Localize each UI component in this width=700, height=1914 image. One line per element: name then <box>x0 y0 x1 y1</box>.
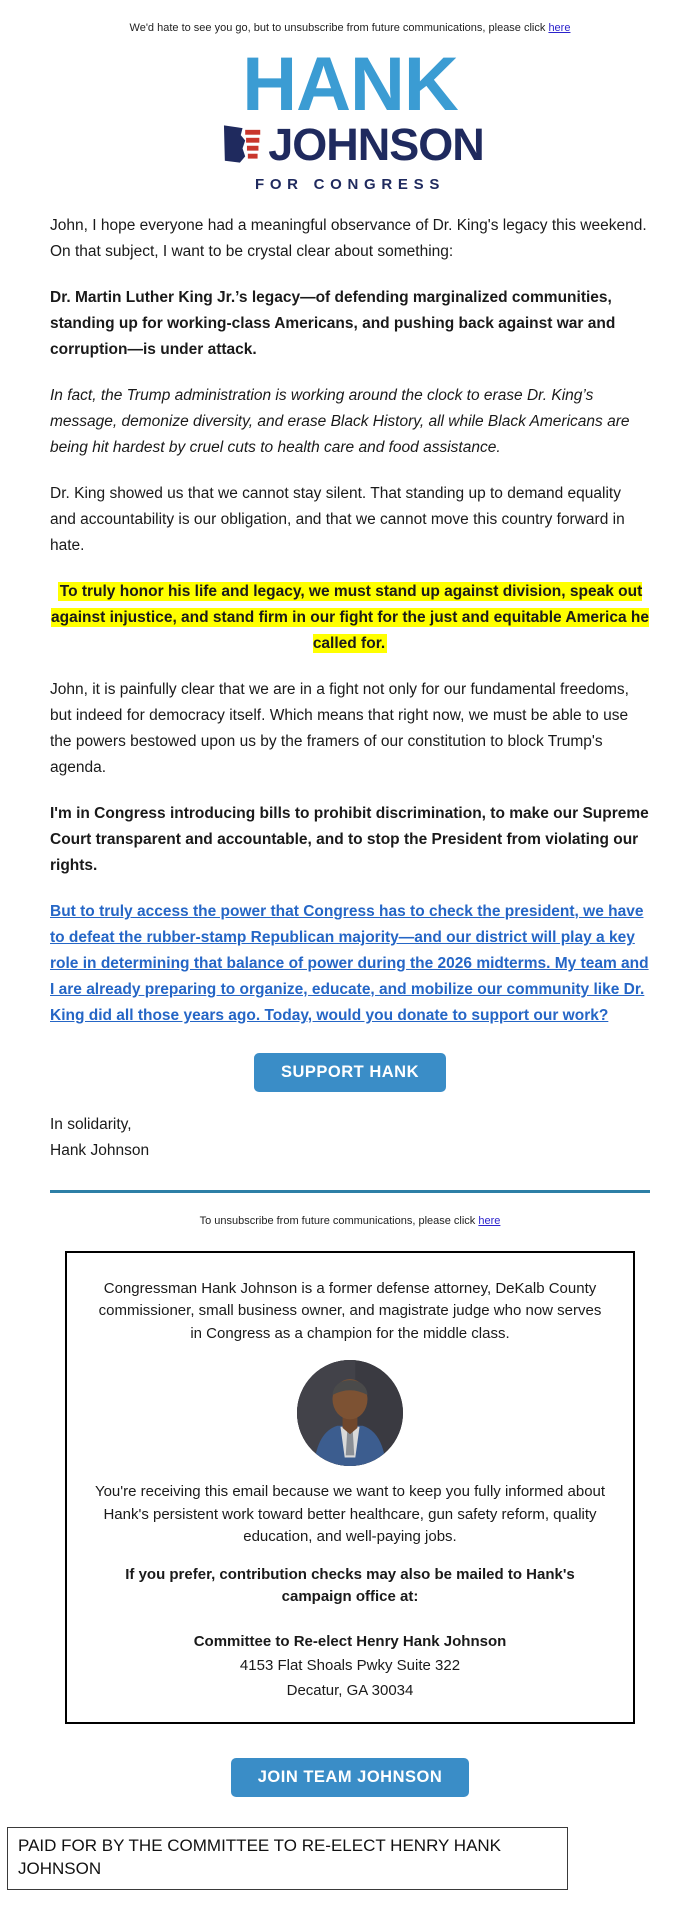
top-unsubscribe <box>0 22 700 34</box>
paid-for-disclaimer: PAID FOR BY THE COMMITTEE TO RE-ELECT HENRY HANK JOHNSON <box>7 1827 568 1890</box>
campaign-logo <box>0 42 700 193</box>
join-button-row <box>50 1758 650 1797</box>
top-unsubscribe-text: We'd hate to see you go, but to unsubscribe from future communications, please click <box>129 22 546 34</box>
bio-box <box>65 1251 635 1725</box>
logo-hank-text: HANK <box>242 42 458 127</box>
receiving-text: You're receiving this email because we want to keep you fully informed about Hank's persistent work toward better healthcare, gun safety reform, quality education, and well-paying jobs. <box>94 1483 606 1546</box>
hank-johnson-portrait <box>297 1360 403 1466</box>
top-unsubscribe-link[interactable]: here <box>548 22 571 34</box>
support-button-row <box>50 1053 650 1092</box>
logo-johnson-text: JOHNSON <box>268 118 484 170</box>
georgia-state-icon <box>216 123 262 165</box>
paragraph-congress-bills: I'm in Congress introducing bills to prohibit discrimination, to make our Supreme Court transparent and accountable, and to stop the President from violating our rights. <box>50 804 649 874</box>
signoff-line2: Hank Johnson <box>50 1141 150 1159</box>
signoff <box>50 1112 650 1164</box>
paragraph-intro: John, I hope everyone had a meaningful observance of Dr. King's legacy this weekend. On that subject, I want to be crystal clear about something: <box>50 216 647 260</box>
hank-johnson-photo <box>297 1360 403 1466</box>
paragraph-cannot-stay-silent: Dr. King showed us that we cannot stay silent. That standing up to demand equality and accountability is our obligation, and that we cannot move this country forward in hate. <box>50 484 625 554</box>
paragraph-mlk-legacy: Dr. Martin Luther King Jr.’s legacy—of defending marginalized communities, standing up for working-class Americans, and pushing back against war and corruption—is under attack. <box>50 288 616 358</box>
support-hank-button[interactable]: SUPPORT HANK <box>254 1053 446 1092</box>
paragraph-fight-for-freedoms: John, it is painfully clear that we are in a fight not only for our fundamental freedoms, but indeed for democracy itself. Which means that right now, we must be able to use the powers bestowed upon us by the framers of our constitution to block Trump's agenda. <box>50 680 629 776</box>
bio-text: Congressman Hank Johnson is a former defense attorney, DeKalb County commissioner, small business owner, and magistrate judge who now serves in Congress as a champion for the middle class. <box>98 1279 602 1342</box>
logo-johnson-row <box>0 118 700 170</box>
address-line-1: 4153 Flat Shoals Pwky Suite 322 <box>239 1657 461 1675</box>
email-content <box>0 213 700 1798</box>
committee-name: Committee to Re-elect Henry Hank Johnson <box>193 1632 507 1650</box>
checks-note: If you prefer, contribution checks may also be mailed to Hank's campaign office at: <box>125 1565 575 1606</box>
footer-unsubscribe <box>50 1215 650 1227</box>
divider <box>50 1190 650 1193</box>
highlighted-text: To truly honor his life and legacy, we must stand up against division, speak out against injustice, and stand firm in our fight for the just and equitable America he called for. <box>51 582 649 652</box>
paragraph-trump-administration: In fact, the Trump administration is working around the clock to erase Dr. King’s message, demonize diversity, and erase Black History, all while Black Americans are being hit hardest by cruel cuts to health care and food assistance. <box>50 386 630 456</box>
logo-tagline: FOR CONGRESS <box>254 175 446 193</box>
paragraph-highlighted <box>50 579 650 657</box>
donate-link-paragraph <box>50 899 650 1029</box>
signoff-line1: In solidarity, <box>50 1115 132 1133</box>
address-line-2: Decatur, GA 30034 <box>286 1681 414 1699</box>
footer-unsubscribe-text: To unsubscribe from future communications, please click <box>199 1214 476 1227</box>
donate-link[interactable]: But to truly access the power that Congress has to check the president, we have to defeat the rubber-stamp Republican majority—and our district will play a key role in determining that balance of power during the 2026 midterms. My team and I are already preparing to organize, educate, and mobilize our community like Dr. King did all those years ago. Today, would you donate to support our work? <box>50 902 649 1024</box>
join-team-johnson-button[interactable]: JOIN TEAM JOHNSON <box>231 1758 470 1797</box>
footer-unsubscribe-link[interactable]: here <box>478 1214 501 1227</box>
